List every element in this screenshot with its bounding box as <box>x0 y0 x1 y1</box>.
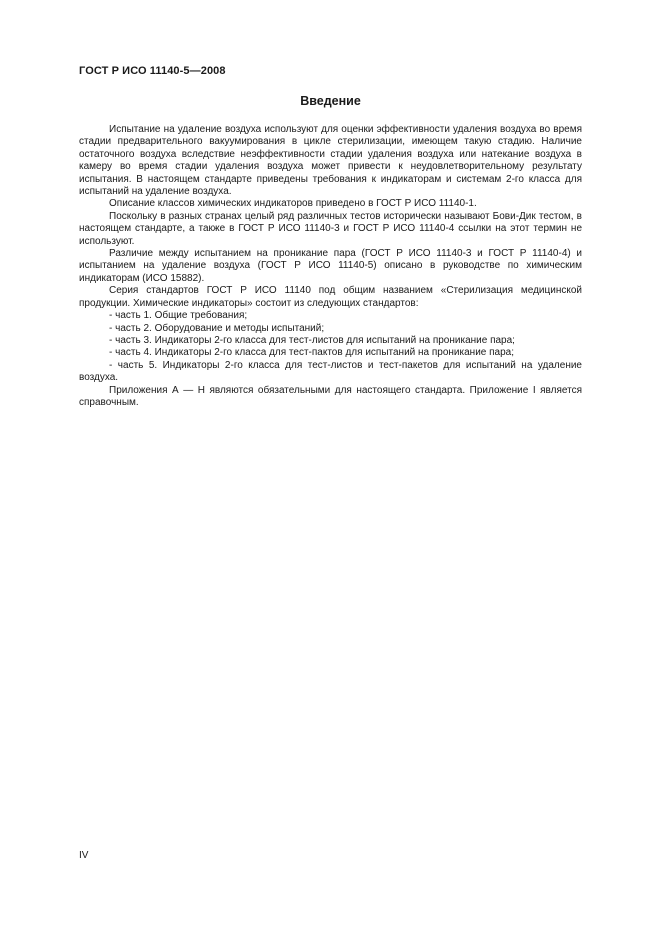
list-item: - часть 4. Индикаторы 2-го класса для тест-пактов для испытаний на проникание пара; <box>109 347 515 359</box>
list-item: - часть 1. Общие требования; <box>109 310 248 322</box>
paragraph-difference: Различие между испытанием на проникание пара (ГОСТ Р ИСО 11140-3 и ГОСТ Р 11140-4) и испытанием на удаление воздуха (ГОСТ Р ИСО 11140-5) описано в руководстве по химическим индикаторам (ИСО 15882). <box>79 248 582 284</box>
paragraph-annexes: Приложения А — Н являются обязательными для настоящего стандарта. Приложение I является справочным. <box>79 384 582 408</box>
paragraph-indicator-classes: Описание классов химических индикаторов приведено в ГОСТ Р ИСО 11140-1. <box>109 198 477 210</box>
list-item: - часть 2. Оборудование и методы испытаний; <box>109 322 325 334</box>
list-item: - часть 3. Индикаторы 2-го класса для тест-листов для испытаний на проникание пара; <box>109 334 515 346</box>
page-number: IV <box>79 850 89 861</box>
paragraph-bowie-dick: Поскольку в разных странах целый ряд различных тестов исторически называют Бови-Дик тестом, в настоящем стандарте, а также в ГОСТ Р ИСО 11140-3 и ГОСТ Р ИСО 11140-4 ссылки на этот термин не используют. <box>79 210 582 247</box>
paragraph-series: Серия стандартов ГОСТ Р ИСО 11140 под общим названием «Стерилизация медицинской продукции. Химические индикаторы» состоит из следующих стандартов: <box>79 285 582 309</box>
parts-list <box>79 310 582 384</box>
paragraph-air-removal-test: Испытание на удаление воздуха используют для оценки эффективности удаления воздуха во время стадии предварительного вакуумирования в цикле стерилизации, имеющем такую стадию. Наличие остаточного воздуха вследствие неэффективности стадии удаления воздуха или натекание воздуха в камеру во время стадии удаления воздуха может привести к неудовлетворительному результату испытания. В настоящем стандарте приведены требования к индикаторам и системам 2-го класса для испытаний на удаление воздуха. <box>79 124 582 198</box>
list-item: - часть 5. Индикаторы 2-го класса для тест-листов и тест-пакетов для испытаний на удаление воздуха. <box>79 359 582 384</box>
section-title: Введение <box>300 94 361 108</box>
introduction-body <box>79 124 582 409</box>
document-header: ГОСТ Р ИСО 11140-5—2008 <box>79 65 226 77</box>
